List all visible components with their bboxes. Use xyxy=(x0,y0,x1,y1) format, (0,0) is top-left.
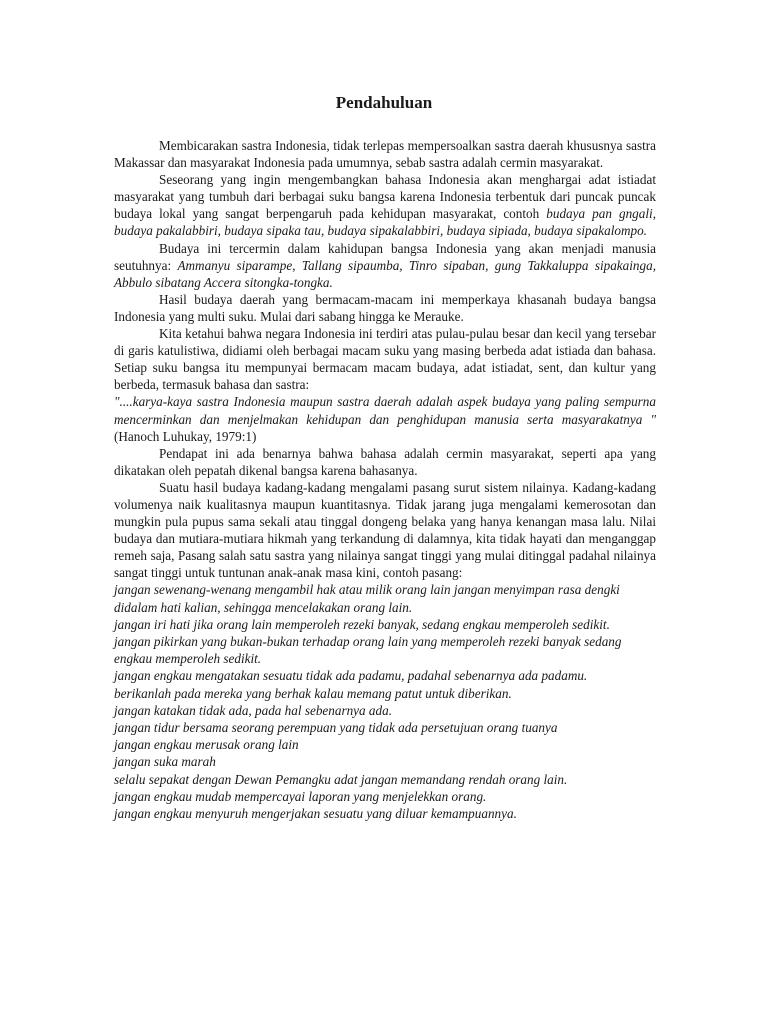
paragraph-4: Hasil budaya daerah yang bermacam-macam ini memperkaya khasanah budaya bangsa Indonesia yang multi suku. Mulai dari sabang hingga ke Merauke. xyxy=(114,291,656,324)
paragraph-6: Pendapat ini ada benarnya bahwa bahasa adalah cermin masyarakat, seperti apa yang dikatakan oleh pepatah dikenal bangsa karena bahasanya. xyxy=(114,445,656,478)
pasang-item: jangan sewenang-wenang mengambil hak atau milik orang lain jangan menyimpan rasa dengki didalam hati kalian, sehingga mencelakakan orang lain. xyxy=(114,582,620,615)
document-body xyxy=(114,137,656,822)
paragraph-1: Membicarakan sastra Indonesia, tidak terlepas mempersoalkan sastra daerah khususnya sastra Makassar dan masyarakat Indonesia pada umumnya, sebab sastra adalah cermin masyarakat. xyxy=(114,138,656,171)
paragraph-7: Suatu hasil budaya kadang-kadang mengalami pasang surut sistem nilainya. Kadang-kadang volumenya naik kualitasnya maupun kuantitasnya. Tidak jarang juga mengalami kemerosotan dan mungkin pula pupus sama sekali atau tinggal dongeng belaka yang hanya kenangan masa lalu. Nilai budaya dan mutiara-mutiara hikmah yang terkandung di dalamnya, kita tidak hayati dan menganggap remeh saja, Pasang salah satu sastra yang nilainya sangat tinggi yang mulai ditinggal padahal nilainya sangat tinggi untuk tuntunan anak-anak masa kini, contoh pasang: xyxy=(114,479,656,581)
paragraph-3-italic: Ammanyu siparampe, Tallang sipaumba, Tinro sipaban, gung Takkaluppa sipakainga, Abbulo sibatang Accera sitongka-tongka. xyxy=(114,257,656,290)
paragraph-2-text: Seseorang yang ingin mengembangkan bahasa Indonesia akan menghargai adat istiadat masyarakat yang tumbuh dari berbagai suku bangsa karena Indonesia terbentuk dari puncak puncak budaya lokal yang sangat berpengaruh pada kehidupan masyarakat, contoh xyxy=(114,172,656,222)
pasang-item: jangan katakan tidak ada, pada hal sebenarnya ada. xyxy=(114,702,392,718)
paragraph-3 xyxy=(114,240,656,291)
page-title: Pendahuluan xyxy=(335,93,433,112)
paragraph-5: Kita ketahui bahwa negara Indonesia ini terdiri atas pulau-pulau besar dan kecil yang tersebar di garis katulistiwa, didiami oleh berbagai macam suku yang masing berbeda adat istiada dan bahasa. Setiap suku bangsa itu mempunyai bermacam macam budaya, adat istiadat, sent, dan kultur yang berbeda, termasuk bahasa dan sastra: xyxy=(114,326,656,393)
pasang-item: jangan tidur bersama seorang perempuan yang tidak ada persetujuan orang tuanya xyxy=(114,720,558,736)
pasang-item: jangan pikirkan yang bukan-bukan terhadap orang lain yang memperoleh rezeki banyak sedang engkau memperoleh sedikit. xyxy=(114,634,622,667)
pasang-item: berikanlah pada mereka yang berhak kalau memang patut untuk diberikan. xyxy=(114,685,512,701)
paragraph-2 xyxy=(114,171,656,239)
pasang-item: selalu sepakat dengan Dewan Pemangku adat jangan memandang rendah orang lain. xyxy=(114,771,568,787)
pasang-item: jangan iri hati jika orang lain memperoleh rezeki banyak, sedang engkau memperoleh sedikit. xyxy=(114,616,610,632)
pasang-item: jangan suka marah xyxy=(114,754,216,770)
pasang-item: jangan engkau merusak orang lain xyxy=(114,737,299,753)
pasang-item: jangan engkau mudab mempercayai laporan yang menjelekkan orang. xyxy=(114,788,487,804)
paragraph-3-text: Budaya ini tercermin dalam kahidupan bangsa Indonesia yang akan menjadi manusia seutuhnya: xyxy=(114,240,656,273)
pasang-item: jangan engkau menyuruh mengerjakan sesuatu yang diluar kemampuannya. xyxy=(114,806,517,822)
paragraph-2-italic: budaya pan gngali, budaya pakalabbiri, budaya sipaka tau, budaya sipakalabbiri, budaya sipiada, budaya sipakalompo. xyxy=(114,206,656,239)
quote-block xyxy=(114,393,656,444)
pasang-list xyxy=(114,581,656,822)
quote-text: "....karya-kaya sastra Indonesia maupun sastra daerah adalah aspek budaya yang paling sempurna mencerminkan dan menjelmakan kehidupan dan penghidupan manusia serta masyarakatnya " xyxy=(114,394,656,427)
pasang-item: jangan engkau mengatakan sesuatu tidak ada padamu, padahal sebenarnya ada padamu. xyxy=(114,668,588,684)
quote-citation: (Hanoch Luhukay, 1979:1) xyxy=(114,428,257,444)
